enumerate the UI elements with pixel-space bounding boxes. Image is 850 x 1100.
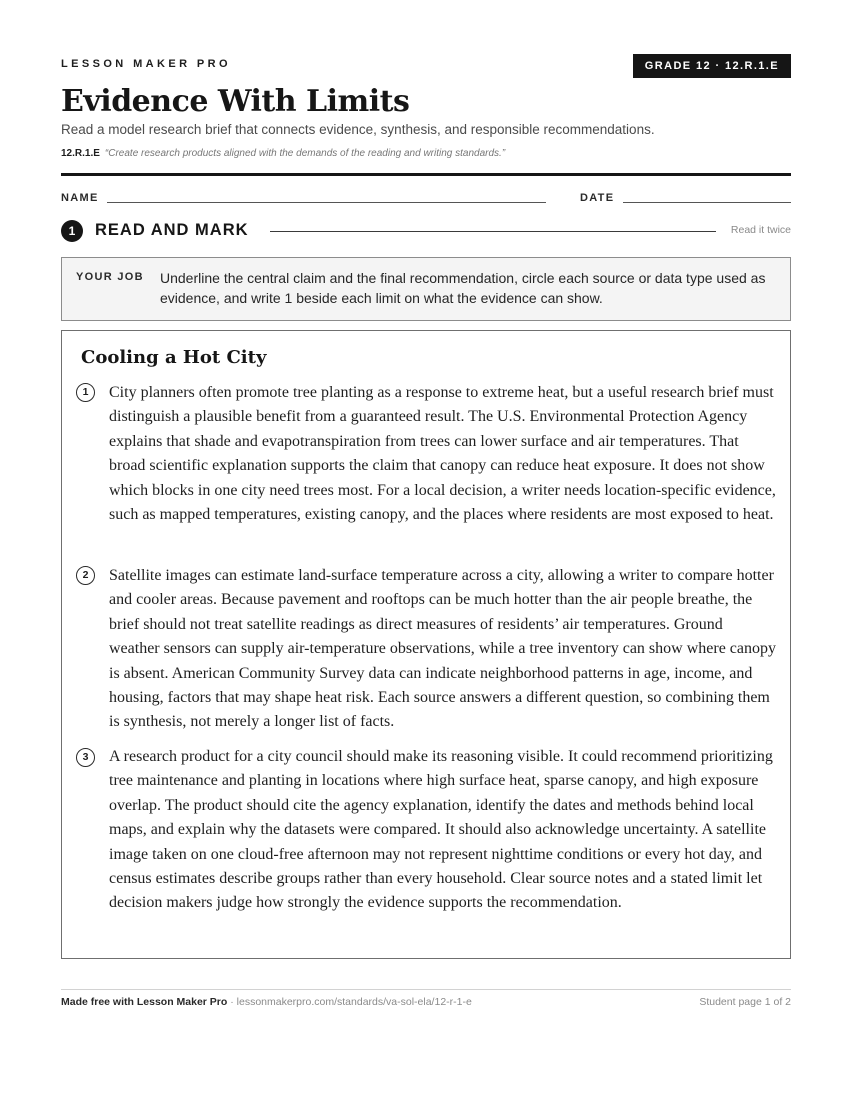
passage-title: Cooling a Hot City (81, 347, 267, 368)
job-label: YOUR JOB (76, 271, 144, 283)
standard-line (61, 148, 505, 159)
student-fields (61, 190, 791, 206)
section-note: Read it twice (730, 224, 791, 236)
passage-paragraph: Satellite images can estimate land-surface temperature across a city, allowing a writer to compare hotter and cooler areas. Because pavement and rooftops can be much hotter than the air people breathe, the brief should not treat satellite readings as direct measures of residents’ air temperatures. Ground weather sensors can supply air-temperature observations, while a tree inventory can show where canopy is absent. American Community Survey data can indicate neighborhood patterns in age, income, and housing, factors that may shape heat risk. Each source answers a different question, so combining them is synthesis, not merely a longer list of facts. (109, 567, 776, 731)
section-header (61, 218, 791, 244)
job-text: Underline the central claim and the final recommendation, circle each source or data type used as evidence, and write 1 beside each limit on what the evidence can show. (160, 270, 766, 306)
page-title: Evidence With Limits (61, 84, 410, 119)
paragraph-number-badge: 3 (76, 748, 95, 767)
name-field[interactable] (107, 202, 546, 203)
page-indicator: Student page 1 of 2 (699, 996, 791, 1008)
date-field[interactable] (623, 202, 791, 203)
paragraph-number-badge: 1 (76, 383, 95, 402)
section-title: READ AND MARK (95, 221, 249, 239)
footer-made-with: Made free with Lesson Maker Pro (61, 996, 228, 1008)
worksheet-page (61, 0, 791, 1100)
header-divider (61, 173, 791, 176)
passage-paragraph: A research product for a city council should make its reasoning visible. It could recommend prioritizing tree maintenance and planting in locations where high surface heat, sparse canopy, and high exposure overlap. The product should cite the agency explanation, identify the dates and methods behind local maps, and explain why the datasets were compared. It should also acknowledge uncertainty. A satellite image taken on one cloud-free afternoon may not represent nighttime conditions or every hot day, and census estimates describe groups rather than every household. Clear source notes and a stated limit let decision makers judge how strongly the evidence supports the recommendation. (109, 748, 773, 912)
standard-description: “Create research products aligned with the demands of the reading and writing standards.” (104, 148, 506, 159)
paragraph-number-badge: 2 (76, 566, 95, 585)
name-label: NAME (61, 192, 99, 204)
section-number-badge: 1 (61, 220, 83, 242)
date-label: DATE (580, 192, 615, 204)
section-divider (270, 231, 716, 232)
grade-badge: GRADE 12 · 12.R.1.E (633, 54, 791, 78)
reading-passage (61, 330, 791, 959)
footer-url[interactable]: · lessonmakerpro.com/standards/va-sol-ela/12-r-1-e (227, 996, 472, 1008)
brand-name: LESSON MAKER PRO (61, 58, 231, 70)
footer-credit (61, 996, 472, 1008)
footer-divider (61, 989, 791, 990)
standard-code: 12.R.1.E (61, 148, 100, 159)
page-subtitle: Read a model research brief that connects evidence, synthesis, and responsible recommendations. (61, 122, 655, 137)
job-instructions-box (61, 257, 791, 321)
passage-paragraph: City planners often promote tree planting as a response to extreme heat, but a useful research brief must distinguish a plausible benefit from a guaranteed result. The U.S. Environmental Protection Agency explains that shade and evapotranspiration from trees can lower surface and air temperatures. That broad scientific explanation supports the claim that canopy can reduce heat exposure. It does not show which blocks in one city need trees most. For a local decision, a writer needs location-specific evidence, such as mapped temperatures, existing canopy, and the places where residents are most exposed to heat. (109, 384, 776, 524)
header-bar (61, 52, 791, 78)
